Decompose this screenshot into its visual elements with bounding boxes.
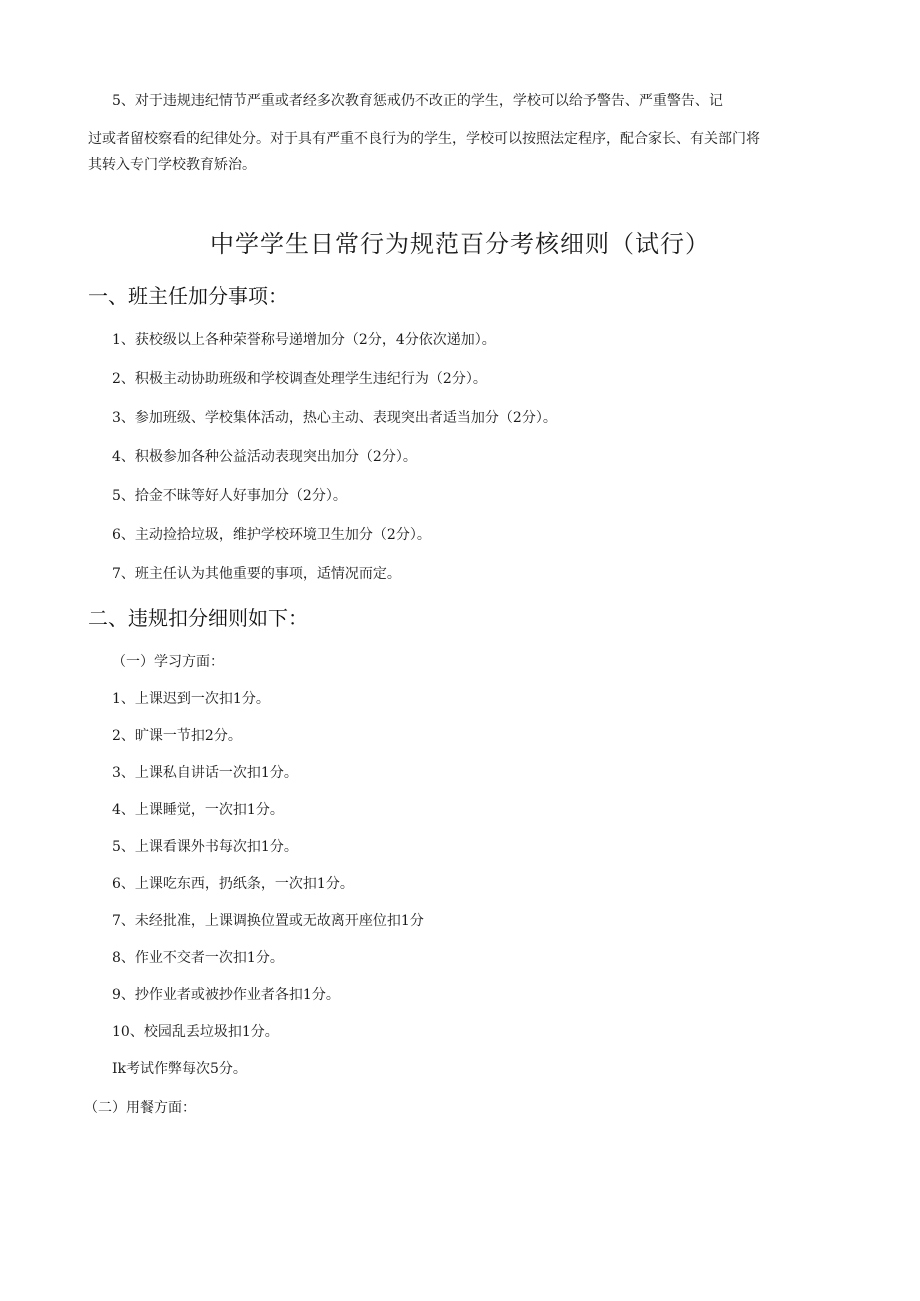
study-item: 7、未经批准，上课调换位置或无故离开座位扣1分 [112, 913, 424, 929]
intro-line-3: 其转入专门学校教育矫治。 [88, 157, 256, 173]
subsection-heading-meal: （二）用餐方面： [84, 1100, 196, 1116]
study-item: 4、上课睡觉，一次扣1分。 [112, 802, 284, 818]
bonus-item: 3、参加班级、学校集体活动，热心主动、表现突出者适当加分（2分）。 [112, 410, 557, 426]
bonus-item: 5、拾金不昧等好人好事加分（2分）。 [112, 488, 347, 504]
study-item: 3、上课私自讲话一次扣1分。 [112, 765, 298, 781]
study-item: 1、上课迟到一次扣1分。 [112, 691, 270, 707]
study-item: 9、抄作业者或被抄作业者各扣1分。 [112, 987, 340, 1003]
section-heading-bonus: 一、班主任加分事项： [88, 284, 288, 308]
study-item: Ik考试作弊每次5分。 [112, 1061, 247, 1077]
document-title: 中学学生日常行为规范百分考核细则（试行） [210, 230, 710, 258]
study-item: 6、上课吃东西，扔纸条，一次扣1分。 [112, 876, 354, 892]
section-heading-deduction: 二、违规扣分细则如下： [88, 606, 308, 630]
bonus-item: 6、主动捡拾垃圾，维护学校环境卫生加分（2分）。 [112, 527, 431, 543]
bonus-item: 4、积极参加各种公益活动表现突出加分（2分）。 [112, 449, 417, 465]
intro-line-2: 过或者留校察看的纪律处分。对于具有严重不良行为的学生，学校可以按照法定程序，配合家长、有关部门将 [88, 131, 760, 147]
intro-line-1: 5、对于违规违纪情节严重或者经多次教育惩戒仍不改正的学生，学校可以给予警告、严重警告、记 [112, 93, 723, 109]
bonus-item: 2、积极主动协助班级和学校调查处理学生违纪行为（2分）。 [112, 371, 487, 387]
bonus-item: 1、获校级以上各种荣誉称号递增加分（2分，4分依次递加）。 [112, 332, 496, 348]
study-item: 2、旷课一节扣2分。 [112, 728, 242, 744]
study-item: 8、作业不交者一次扣1分。 [112, 950, 284, 966]
study-item: 5、上课看课外书每次扣1分。 [112, 839, 298, 855]
intro-paragraph [88, 88, 838, 178]
subsection-heading-study: （一）学习方面： [112, 654, 224, 670]
bonus-item: 7、班主任认为其他重要的事项，适情况而定。 [112, 566, 401, 582]
study-item: 10、校园乱丢垃圾扣1分。 [112, 1024, 279, 1040]
